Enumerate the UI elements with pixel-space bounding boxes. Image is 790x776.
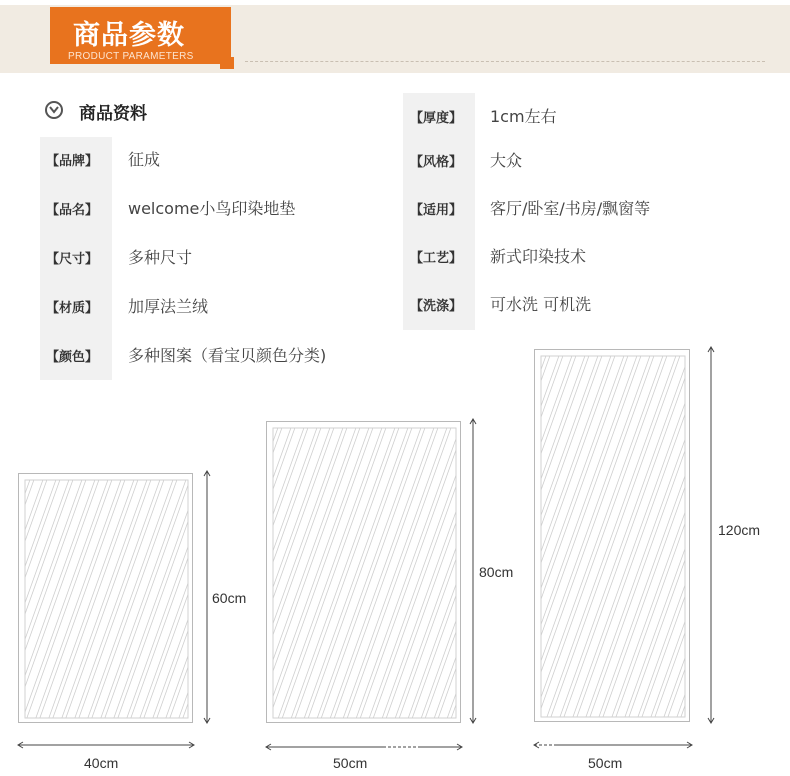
title-divider bbox=[245, 61, 765, 62]
rug-medium bbox=[266, 421, 461, 723]
param-value-brand: 征成 bbox=[128, 150, 161, 169]
rug-small-hatch bbox=[19, 474, 194, 724]
title-accent bbox=[220, 57, 234, 69]
param-value-size: 多种尺寸 bbox=[128, 248, 193, 267]
rug-large bbox=[534, 349, 690, 722]
param-label-washing: 【洗涤】 bbox=[410, 299, 463, 314]
rug-small-width-dimension bbox=[16, 739, 196, 751]
rug-large-hatch bbox=[535, 350, 691, 723]
rug-medium-hatch bbox=[267, 422, 462, 724]
param-label-material: 【材质】 bbox=[46, 301, 99, 316]
page-subtitle: PRODUCT PARAMETERS bbox=[68, 51, 194, 62]
param-label-size: 【尺寸】 bbox=[46, 252, 99, 267]
param-value-name: welcome小鸟印染地垫 bbox=[128, 199, 296, 218]
param-value-usage: 客厅/卧室/书房/飘窗等 bbox=[490, 199, 651, 218]
param-label-brand: 【品牌】 bbox=[46, 154, 99, 169]
param-label-color: 【颜色】 bbox=[46, 350, 99, 365]
param-value-color: 多种图案（看宝贝颜色分类) bbox=[128, 346, 327, 365]
rug-small-height-label: 60cm bbox=[212, 590, 247, 606]
param-value-washing: 可水洗 可机洗 bbox=[490, 295, 592, 314]
rug-large-width-label: 50cm bbox=[588, 755, 623, 771]
param-value-material: 加厚法兰绒 bbox=[128, 297, 209, 316]
rug-medium-height-label: 80cm bbox=[479, 564, 514, 580]
rug-large-height-label: 120cm bbox=[718, 522, 761, 538]
param-label-usage: 【适用】 bbox=[410, 203, 463, 218]
rug-large-width-dimension bbox=[532, 739, 694, 751]
param-label-style: 【风格】 bbox=[410, 155, 463, 170]
param-label-thickness: 【厚度】 bbox=[410, 111, 463, 126]
rug-medium-width-dimension bbox=[264, 741, 464, 753]
param-label-name: 【品名】 bbox=[46, 203, 99, 218]
param-value-thickness: 1cm左右 bbox=[490, 107, 557, 126]
chevron-down-circle-icon bbox=[45, 101, 63, 119]
param-value-style: 大众 bbox=[490, 151, 523, 170]
page-title: 商品参数 bbox=[73, 20, 185, 51]
rug-small bbox=[18, 473, 193, 723]
rug-medium-width-label: 50cm bbox=[333, 755, 368, 771]
param-value-craft: 新式印染技术 bbox=[490, 247, 587, 266]
rug-large-height-dimension bbox=[704, 346, 718, 724]
title-box bbox=[50, 7, 231, 64]
rug-medium-height-dimension bbox=[466, 418, 480, 724]
section-title: 商品资料 bbox=[79, 104, 147, 124]
param-label-craft: 【工艺】 bbox=[410, 251, 463, 266]
rug-small-width-label: 40cm bbox=[84, 755, 119, 771]
